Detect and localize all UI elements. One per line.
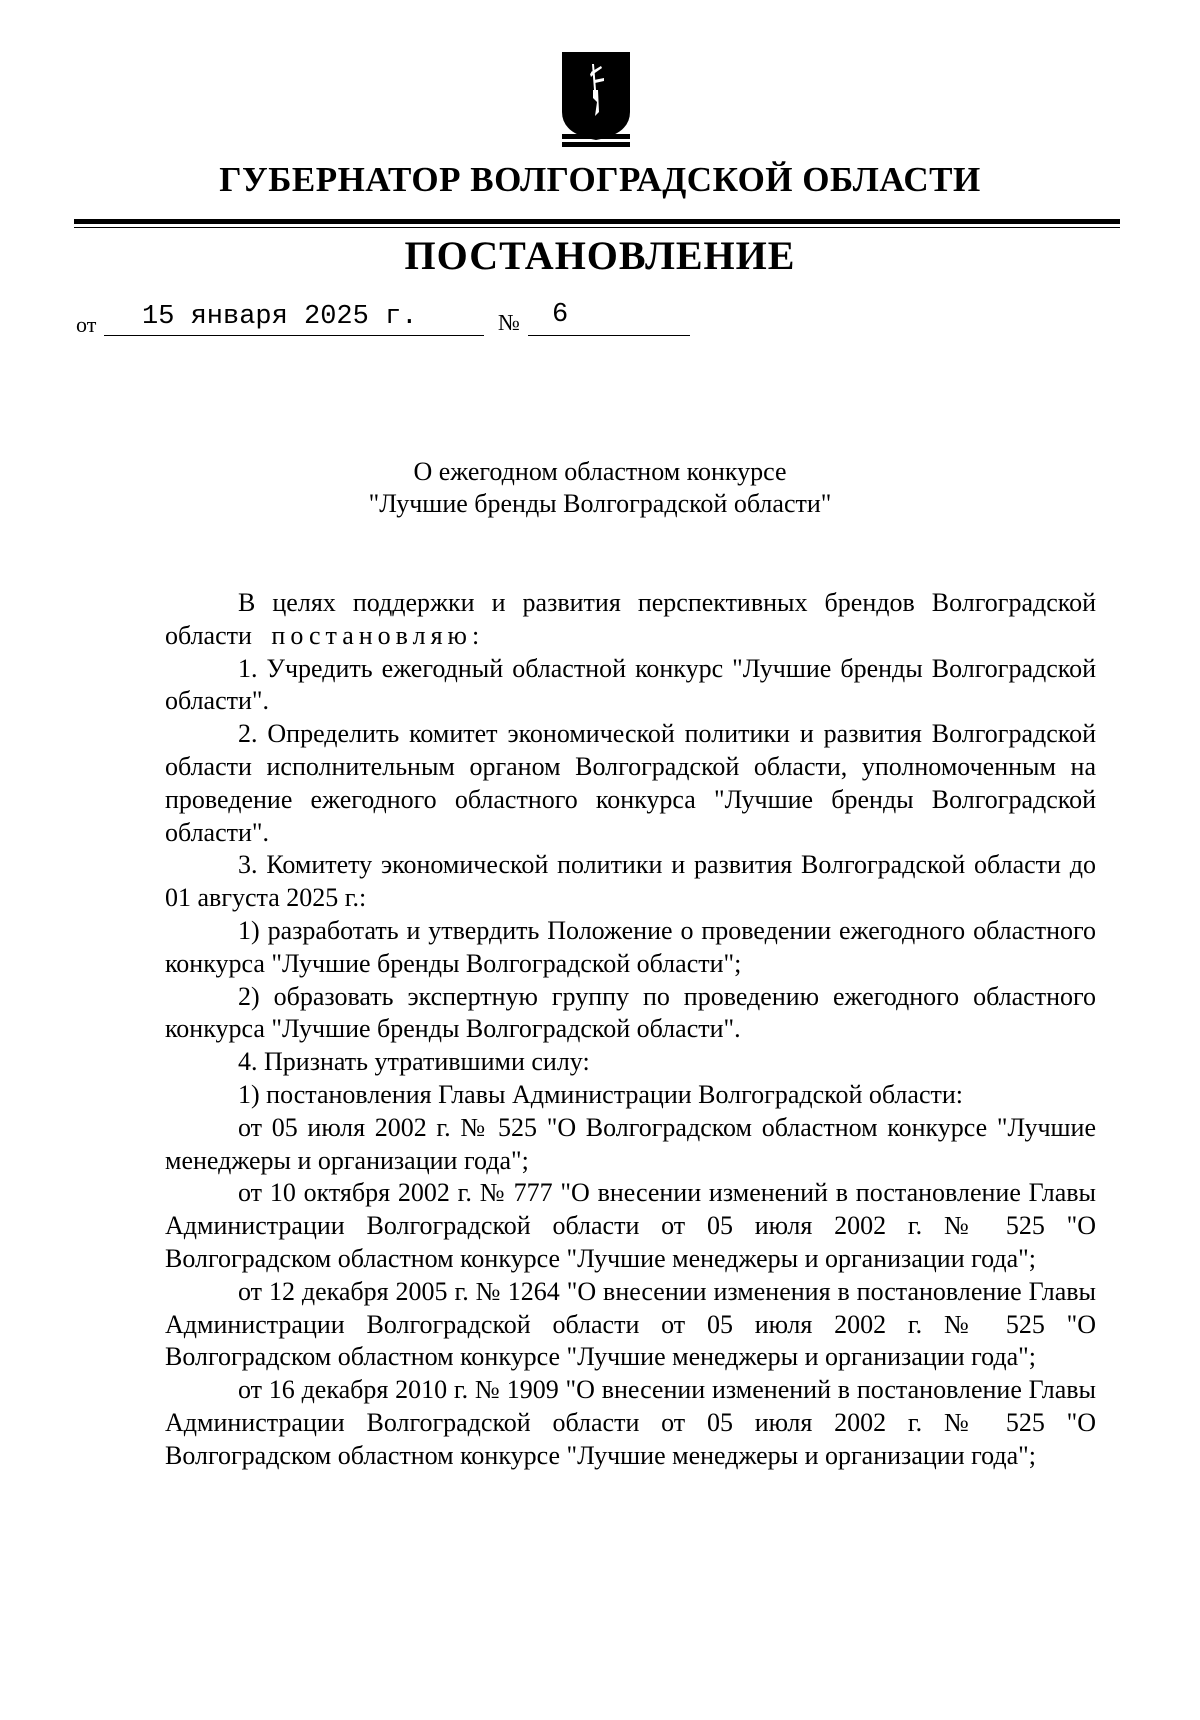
number-label: № (498, 310, 520, 335)
clause-3-item-2: 2) образовать экспертную группу по проведению ежегодного областного конкурса "Лучшие бренды Волгоградской области". (165, 981, 1096, 1044)
header-rule-thin (74, 227, 1120, 228)
clause-2: 2. Определить комитет экономической политики и развития Волгоградской области исполнительным органом Волгоградской области, уполномоченным на проведение ежегодного областного конкурса "Лучшие бренды Волгоградской области". (165, 719, 1096, 847)
document-number: 6 (552, 300, 569, 330)
document-date: 15 января 2025 г. (142, 302, 418, 332)
repealed-act-3: от 12 декабря 2005 г. № 1264 "О внесении изменения в постановление Главы Администрации Волгоградской области от 05 июля 2002 г. № 525 "О Волгоградском областном конкурсе "Лучшие менеджеры и организации года"; (165, 1276, 1096, 1372)
document-type: ПОСТАНОВЛЕНИЕ (404, 233, 796, 278)
date-label: от (76, 312, 97, 337)
number-underline (528, 335, 690, 336)
subject-line-1: О ежегодном областном конкурсе (413, 457, 787, 486)
clause-3-item-1: 1) разработать и утвердить Положение о проведении ежегодного областного конкурса "Лучшие бренды Волгоградской области"; (165, 915, 1096, 978)
document-subject (330, 456, 870, 520)
repealed-act-1: от 05 июля 2002 г. № 525 "О Волгоградском областном конкурсе "Лучшие менеджеры и организации года"; (165, 1112, 1096, 1175)
volgograd-coat-of-arms-icon (560, 50, 632, 148)
clause-4: 4. Признать утратившими силу: (238, 1047, 590, 1077)
date-underline (104, 335, 484, 336)
preamble-paragraph (165, 587, 1096, 653)
header-rule-thick (74, 219, 1120, 224)
preamble-text: В целях поддержки и развития перспективных брендов Волгоградской области (165, 588, 1096, 650)
document-body (165, 587, 1096, 1473)
repealed-act-4: от 16 декабря 2010 г. № 1909 "О внесении изменений в постановление Главы Администрации Волгоградской области от 05 июля 2002 г. № 525 "О Волгоградском областном конкурсе "Лучшие менеджеры и организации года"; (165, 1375, 1096, 1470)
subject-line-2: "Лучшие бренды Волгоградской области" (368, 489, 832, 518)
issuing-authority: ГУБЕРНАТОР ВОЛГОГРАДСКОЙ ОБЛАСТИ (219, 160, 981, 199)
clause-4-item-1: 1) постановления Главы Администрации Волгоградской области: (238, 1079, 963, 1109)
decree-word: постановляю: (271, 620, 485, 650)
repealed-act-2: от 10 октября 2002 г. № 777 "О внесении изменений в постановление Главы Администрации Волгоградской области от 05 июля 2002 г. № 525 "О Волгоградском областном конкурсе "Лучшие менеджеры и организации года"; (165, 1178, 1096, 1273)
clause-3: 3. Комитету экономической политики и развития Волгоградской области до 01 августа 2025 г.: (165, 850, 1096, 913)
clause-1: 1. Учредить ежегодный областной конкурс "Лучшие бренды Волгоградской области". (165, 653, 1096, 716)
